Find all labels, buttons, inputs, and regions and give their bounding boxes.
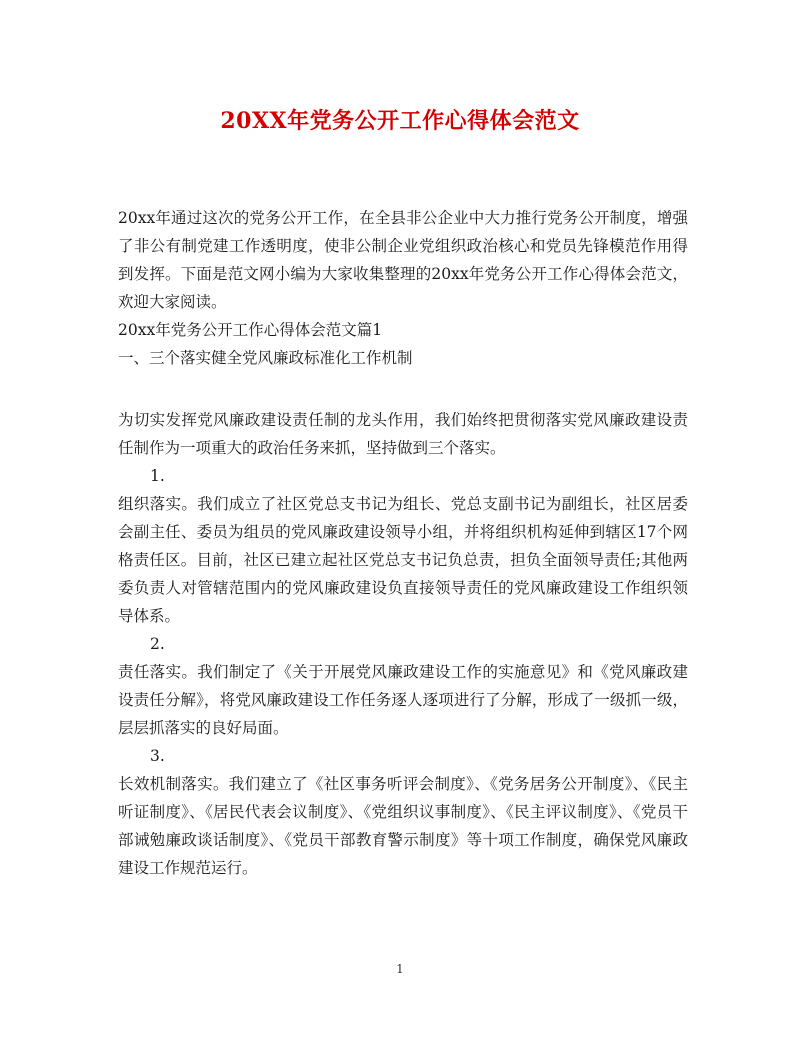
section-heading: 一、三个落实健全党风廉政标准化工作机制 (118, 349, 413, 367)
item-paragraph: 责任落实。我们制定了《关于开展党风廉政建设工作的实施意见》和《党风廉政建设责任分解》，将党风廉政建设工作任务逐人逐项进行了分解，形成了一级抓一级，层层抓落实的良好局面。 (118, 663, 688, 737)
spacer (118, 372, 688, 406)
item-number: 2. (150, 635, 165, 653)
item-paragraph: 组织落实。我们成立了社区党总支书记为组长、党总支副书记为副组长，社区居委会副主任、委员为组员的党风廉政建设领导小组，并将组织机构延伸到辖区17个网格责任区。目前，社区已建立起社区党总支书记负总责，担负全面领导责任;其他两委负责人对管辖范围内的党风廉政建设负直接领导责任的党风廉政建设工作组织领导体系。 (118, 495, 688, 625)
document-title: 20XX年党务公开工作心得体会范文 (220, 108, 580, 134)
document-body (118, 204, 688, 882)
item-paragraph: 长效机制落实。我们建立了《社区事务听评会制度》、《党务居务公开制度》、《民主听证制度》、《居民代表会议制度》、《党组织议事制度》、《民主评议制度》、《党员干部诫勉廉政谈话制度》、《党员干部教育警示制度》等十项工作制度，确保党风廉政建设工作规范运行。 (118, 775, 688, 877)
lead-paragraph: 为切实发挥党风廉政建设责任制的龙头作用，我们始终把贯彻落实党风廉政建设责任制作为一项重大的政治任务来抓，坚持做到三个落实。 (118, 411, 688, 457)
page-number: 1 (396, 962, 404, 976)
item-number: 1. (150, 467, 165, 485)
item-number: 3. (150, 747, 165, 765)
subheading: 20xx年党务公开工作心得体会范文篇1 (118, 321, 383, 339)
intro-paragraph: 20xx年通过这次的党务公开工作，在全县非公企业中大力推行党务公开制度，增强了非公有制党建工作透明度，使非公制企业党组织政治核心和党员先锋模范作用得到发挥。下面是范文网小编为大家收集整理的20xx年党务公开工作心得体会范文，欢迎大家阅读。 (118, 209, 688, 311)
